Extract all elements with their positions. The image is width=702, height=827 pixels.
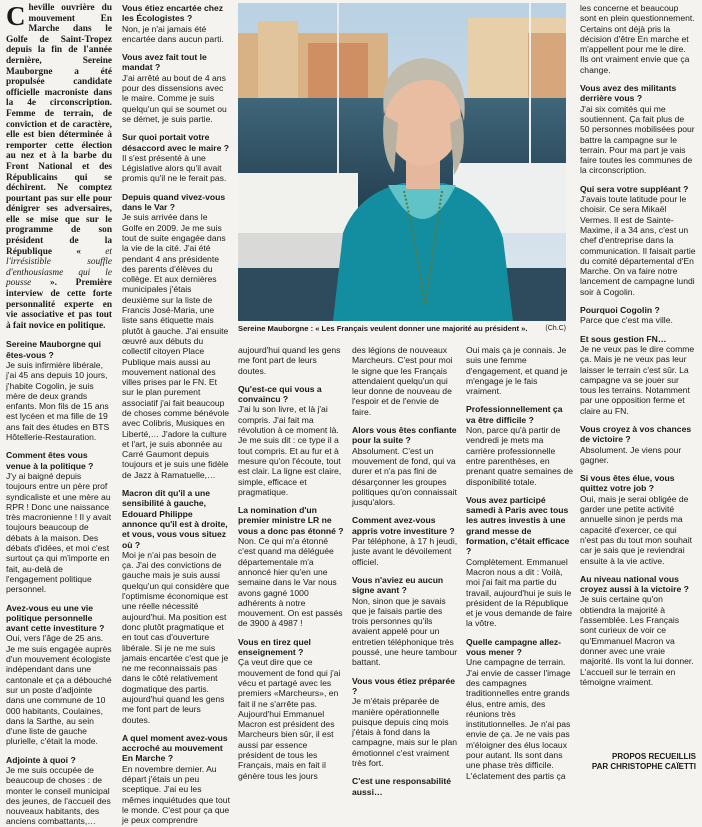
caption-text: Sereine Mauborgne : « Les Français veulent donner une majorité au président ». xyxy=(238,324,528,333)
qa-block xyxy=(580,305,696,326)
qa-block xyxy=(122,488,230,725)
answer: Non. Ce qui m'a étonné c'est quand ma déléguée départementale m'a annoncé hier qu'en une semaine dans le Var nous avons gagné 1000 adhérents à notre mouvement. On est passés de 3900 à 4987 ! xyxy=(238,536,343,629)
qa-block xyxy=(6,450,112,594)
question: Au niveau national vous croyez aussi à la victoire ? xyxy=(580,573,689,595)
qa-block xyxy=(352,676,460,769)
qa-block xyxy=(238,505,344,629)
answer: Absolument. C'est un mouvement de fond, qui va durer et n'a pas fini de désarçonner les groupes politiques qu'on connaissait jusqu'alors. xyxy=(352,445,457,508)
portrait-photo xyxy=(238,3,566,321)
column-4 xyxy=(352,345,460,797)
qa-block xyxy=(352,575,460,668)
qa-block xyxy=(6,339,112,442)
question: Qu'est-ce qui vous a convaincu ? xyxy=(238,383,322,405)
answer-continued: aujourd'hui quand les gens me font part de leurs doutes. xyxy=(238,345,341,376)
byline-line-2: PAR CHRISTOPHE CAÏETTI xyxy=(591,762,696,771)
question: Vous croyez à vos chances de victoire ? xyxy=(580,423,692,445)
question: Avez-vous eu une vie politique personnelle avant cette investiture ? xyxy=(6,602,105,634)
answer: J'avais toute latitude pour le choisir. Ce sera Mikaël Vermes. Il est de Sainte-Maxime, il a 34 ans, c'est un chef d'entreprise dans la communication. Il faisait partie du comité départemental d'En Marche. On va faire notre lancement de campagne lundi soir à Cogolin. xyxy=(580,194,696,297)
qa-block xyxy=(238,345,344,376)
question: Professionnellement ça va être difficile ? xyxy=(466,404,563,425)
answer: J'ai arrêté au bout de 4 ans pour des dissensions avec le maire. Comme je suis quelqu'un qui se soumet ou se démet, je suis partie. xyxy=(122,72,227,124)
answer: Par téléphone, à 17 h jeudi, juste avant le dévoilement officiel. xyxy=(352,536,458,567)
question: Vous avez fait tout le mandat ? xyxy=(122,52,207,73)
answer: Non, parce qu'à partir de vendredi je mets ma carrière professionnelle entre parenthèses, en prenant quatre semaines de disponibilité totale. xyxy=(466,425,574,487)
answer: Je m'étais préparée de manière opérationnelle puisque depuis cinq mois j'étais à fond dans la campagne, mais sur le plan émotionnel c'est vraiment très fort. xyxy=(352,696,458,768)
qa-block xyxy=(122,733,230,826)
question: A quel moment avez-vous accroché au mouvement En Marche ? xyxy=(122,732,228,764)
photo-caption xyxy=(238,323,566,337)
qa-block xyxy=(580,334,696,416)
answer: Non, sinon que je savais que je faisais partie des trois personnes qu'ils avaient appelé pour un entretien téléphonique très poussé, une heure tambour battant. xyxy=(352,595,458,668)
qa-block xyxy=(238,637,344,781)
question: Vous en tirez quel enseignement ? xyxy=(238,636,311,658)
qa-block xyxy=(352,515,460,566)
qa-block xyxy=(580,473,696,566)
answer: J'y ai baigné depuis toujours entre un père prof syndicaliste et une mère au RPR ! Donc une naissance très macronienne ! Il y avait toujours beaucoup de débats à la maison. Des débats d'idées, et moi c'est surtout ça qui m'importe en fait, au-delà de l'engagement politique personnel. xyxy=(6,470,112,595)
column-2 xyxy=(122,3,230,826)
qa-block xyxy=(466,345,574,396)
answer: Il s'est présenté à une Législative alors qu'il avait promis qu'il ne le ferait pas. xyxy=(122,152,227,184)
answer: Moi je n'ai pas besoin de ça. J'ai des convictions de gauche mais je suis aussi quelqu'un qui considère que l'optimisme économique est une réelle nécessité aujourd'hui. Ma position est donc plutôt pragmatique et en tout cas d'ouverture libérale. Si je ne me suis jamais encartée c'est que je ne me reconnaissais pas dans le côté relativement dogmatique des partis. aujourd'hui quand les gens me font part de leurs doutes. xyxy=(122,549,230,725)
answer: Je suis arrivée dans le Golfe en 2009. Je me suis tout de suite engagée dans la vie de la cité. J'ai été pendant 4 ans présidente des parents d'élèves du collège. Et aux dernières municipales j'étais deuxième sur la liste de Francis José-Maria, une liste sans étiquette mais plutôt à gauche. J'ai ensuite œuvré aux débuts du collectif citoyen Place Publique mais aussi au mouvement national des villes prises par le FN. Et sur le plan purement associatif j'ai fait beaucoup de choses comme bénévole avec Colibris, Musiques en Liberté,… J'adore la culture et l'art, je suis abonnée au Carré Gaumont depuis toujours et je suis une fidèle de Jazz à Ramatuelle,… xyxy=(122,212,230,480)
photo-credit: (Ch.C) xyxy=(545,325,566,332)
question: Qui sera votre suppléant ? xyxy=(580,183,689,194)
question: Comment avez-vous appris votre investiture ? xyxy=(352,515,455,536)
question: Adjointe à quoi ? xyxy=(6,754,76,765)
qa-block xyxy=(122,52,230,124)
intro-quote: et l'irrésistible souffle d'enthousiasme qui le pousse xyxy=(6,246,112,289)
answer: Je suis certaine qu'on obtiendra la majorité à l'assemblée. Les Français sont curieux de voir ce qu'Emmanuel Macron va donner avec une vraie majorité. Ils vont la lui donner. L'accueil sur le terrain en témoigne vraiment. xyxy=(580,594,694,687)
qa-block xyxy=(580,424,696,465)
question: Pourquoi Cogolin ? xyxy=(580,305,660,316)
qa-block xyxy=(122,3,230,44)
qa-block xyxy=(580,574,696,687)
question: Vous vous étiez préparée ? xyxy=(352,675,456,696)
column-6 xyxy=(580,3,696,779)
question: Vous étiez encartée chez les Écologistes ? xyxy=(122,3,224,24)
qa-block xyxy=(580,3,696,75)
answer: Absolument. Je viens pour gagner. xyxy=(580,444,682,465)
answer: Parce que c'est ma ville. xyxy=(580,315,673,326)
question: Sur quoi portait votre désaccord avec le maire ? xyxy=(122,132,230,153)
question: La nomination d'un premier ministre LR ne vous a donc pas étonné ? xyxy=(238,505,344,536)
question: Depuis quand vivez-vous dans le Var ? xyxy=(122,191,226,213)
answer: Oui mais ça je connais. Je suis une femme d'engagement, et quand je m'engage je le fais vraiment. xyxy=(466,345,568,397)
qa-block xyxy=(466,495,574,629)
answer: les concerne et beaucoup sont en plein questionnement. Certains ont déjà pris la décision d'être En marche et m'appellent pour me le dire. Ils ont vraiment envie que ça change. xyxy=(580,3,695,75)
qa-block xyxy=(466,404,574,486)
qa-block xyxy=(238,384,344,497)
answer: Oui, mais je serai obligée de garder une petite activité annuelle sinon je perds ma capacité d'exercer, ce qui n'est pas du tout mon souhait car je sais que je reviendrai ensuite à la vie active. xyxy=(580,493,692,566)
column-5 xyxy=(466,345,574,781)
answer: J'ai lu son livre, et là j'ai compris. J'ai fait ma révolution à ce moment là. Je me suis dit : ce type il a tout compris. Et au fur et à mesure qu'on l'écoute, tout est clair. La ligne est claire, simple, efficace et pragmatique. xyxy=(238,404,342,497)
qa-block xyxy=(6,755,112,827)
qa-block xyxy=(466,637,574,781)
harbor-portrait-image xyxy=(238,3,566,321)
question: Quelle campagne allez-vous mener ? xyxy=(466,636,562,658)
question: C'est une responsabilité aussi… xyxy=(352,776,451,797)
answer: Oui, vers l'âge de 25 ans. Je me suis engagée auprès d'un mouvement écologiste indépendant dans une cantonale et ça a débouché sur un poste d'adjointe dans une commune de 10 000 habitants, Coulaines, dans la Sarthe, au sein d'une liste de gauche plurielle, c'était la mode. xyxy=(6,633,112,747)
question: Macron dit qu'il a une sensibilité à gauche, Edouard Philippe annonce qu'il est à droite, et vous, vous vous situez où ? xyxy=(122,488,228,550)
answer: J'ai six comités qui me soutiennent. Ça fait plus de 50 personnes mobilisées pour battre la campagne sur le terrain. Pour ma part je vais faire toutes les communes de la circonscription. xyxy=(580,103,695,176)
answer: En novembre dernier. Au départ j'étais un peu sceptique. J'ai eu les mêmes inquiétudes que tout le monde. C'est pour ça que je peux comprendre xyxy=(122,763,230,826)
answer: Ça veut dire que ce mouvement de fond qui j'ai vécu et partagé avec les premiers «Marcheurs», en fait il ne s'arrête pas. Aujourd'hui Emmanuel Macron est président des Marcheurs bien sûr, il est aussi par essence président de tous les Français, mais en fait il génère tous les jours xyxy=(238,657,341,781)
qa-block xyxy=(580,83,696,176)
answer: Non, je n'ai jamais été encartée dans aucun parti. xyxy=(122,23,224,44)
answer: des légions de nouveaux Marcheurs. C'est pour moi le signe que les Français attendaient quelqu'un qui leur donne de nouveau de l'espoir et de l'envie de faire. xyxy=(352,345,453,417)
qa-block xyxy=(6,603,112,747)
intro-text-end: ». Première interview de cette forte personnalité experte en vie associative et pas tout à fait novice en politique. xyxy=(6,278,112,331)
column-3 xyxy=(238,345,344,781)
question: Comment êtes vous venue à la politique ? xyxy=(6,450,94,471)
answer: Je suis infirmière libérale, j'ai 45 ans depuis 10 jours, j'habite Cogolin, je suis mère de deux grands enfants. Mon fils de 15 ans est lycéen et ma fille de 19 ans fait des études en BTS Hôtellerie-Restauration. xyxy=(6,360,110,443)
answer: Complètement. Emmanuel Macron nous a dit : Voilà, moi j'ai fait ma partie du travail, aujourd'hui je suis le président de la République et je vous demande de faire la vôtre. xyxy=(466,556,573,629)
answer: Je me suis occupée de beaucoup de choses : de monter le conseil municipal des jeunes, de l'accueil des nouveaux habitants, des anciens combattants,… xyxy=(6,764,111,827)
question: Sereine Mauborgne qui êtes-vous ? xyxy=(6,339,102,360)
answer: Je ne veux pas le dire comme ça. Mais je ne veux pas leur laisser le terrain c'est sûr. La campagne va se jouer sur tous les terrains. Notamment par une opposition ferme et claire au FN. xyxy=(580,343,695,416)
drop-cap: C xyxy=(6,1,26,31)
qa-block xyxy=(352,345,460,417)
intro-text: heville ouvrière du mouvement En Marche dans le Golfe de Saint-Tropez depuis la fin de l'année dernière, Sereine Mauborgne a été propulsée candidate officielle macroniste dans la 4e circonscription. Femme de terrain, de conviction et de caractère, elle est bien déterminée à remporter cette élection au nez et à la barbe du Front National et des Républicains qui se déchirent. Ne comptez pourtant pas sur elle pour dénigrer ses adversaires, elle se mise que sur le programme de son président de la République « xyxy=(6,3,112,257)
answer: Une campagne de terrain. J'ai envie de casser l'image des campagnes traditionnelles entre grands élus, entre amis, des réunions très institutionnelles. Je n'ai pas envie de ça. Je ne vais pas m'éloigner des élus locaux pour autant. Ils sont dans une phase très difficile. L'éclatement des partis ça xyxy=(466,657,571,781)
intro-paragraph xyxy=(6,3,112,331)
qa-block xyxy=(352,776,460,797)
byline-line-1: PROPOS RECUEILLIS xyxy=(611,752,696,761)
qa-block xyxy=(122,192,230,480)
qa-block xyxy=(580,184,696,297)
question: Et sous gestion FN… xyxy=(580,333,667,344)
question: Vous n'aviez eu aucun signe avant ? xyxy=(352,574,444,596)
byline xyxy=(580,752,696,772)
question: Vous avez des militants derrière vous ? xyxy=(580,83,677,104)
question: Alors vous êtes confiante pour la suite ? xyxy=(352,425,457,446)
qa-block xyxy=(122,132,230,183)
column-1 xyxy=(6,1,112,827)
question: Si vous êtes élue, vous quittez votre job ? xyxy=(580,473,675,494)
question: Vous avez participé samedi à Paris avec tous les autres investis à une grand messe de formation, c'était efficace ? xyxy=(466,494,570,557)
qa-block xyxy=(352,425,460,507)
